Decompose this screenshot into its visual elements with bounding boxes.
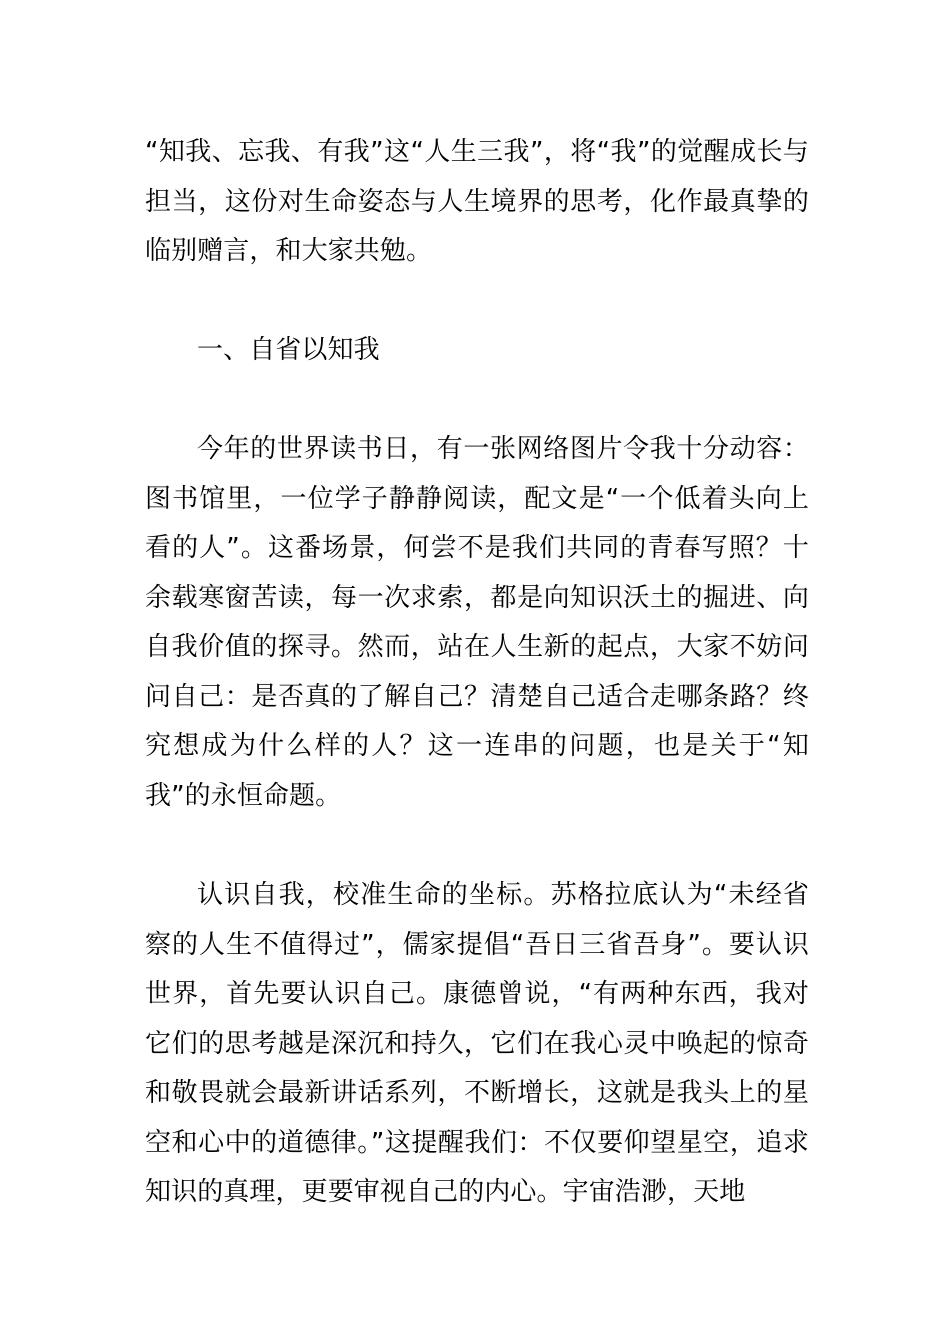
section-heading: 一、自省以知我 — [197, 335, 380, 365]
body-paragraph: 认识自我，校准生命的坐标。苏格拉底认为“未经省察的人生不值得过”，儒家提倡“吾日三省吾身”。要认识世界，首先要认识自己。康德曾说，“有两种东西，我对它们的思考越是深沉和持久，它们在我心灵中唤起的惊奇和敬畏就会最新讲话系列，不断增长，这就是我头上的星空和心中的道德律。”这提醒我们：不仅要仰望星空，追求知识的真理，更要审视自己的内心。宇宙浩渺，天地 — [145, 880, 809, 1207]
intro-paragraph: “知我、忘我、有我”这“人生三我”，将“我”的觉醒成长与担当，这份对生命姿态与人生境界的思考，化作最真挚的临别赠言，和大家共勉。 — [145, 137, 809, 266]
body-paragraph: 今年的世界读书日，有一张网络图片令我十分动容：图书馆里，一位学子静静阅读，配文是“一个低着头向上看的人”。这番场景，何尝不是我们共同的青春写照？十余载寒窗苦读，每一次求索，都是向知识沃土的掘进、向自我价值的探寻。然而，站在人生新的起点，大家不妨问问自己：是否真的了解自己？清楚自己适合走哪条路？终究想成为什么样的人？这一连串的问题，也是关于“知我”的永恒命题。 — [145, 434, 809, 811]
